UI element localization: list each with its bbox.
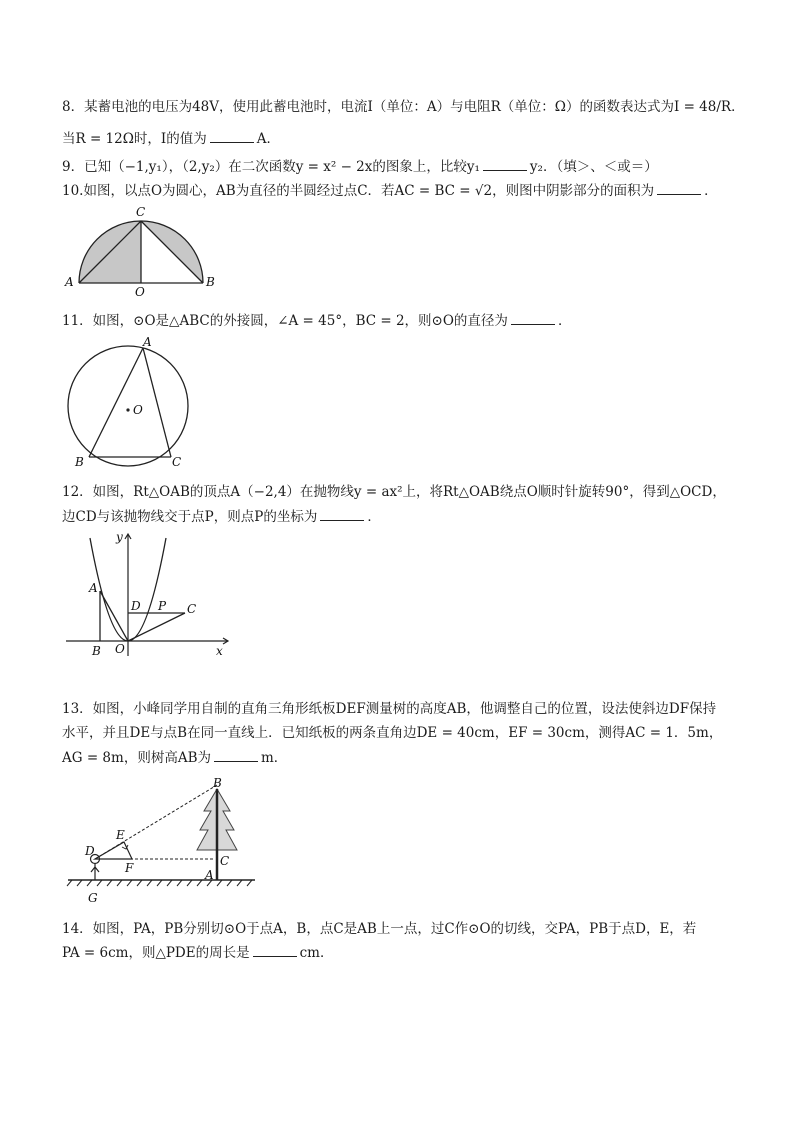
q12-label-C: C <box>187 602 197 616</box>
q9-line <box>62 158 658 176</box>
q11-circumcircle <box>68 346 188 466</box>
q11-line <box>62 312 571 330</box>
q13-label-C: C <box>220 854 230 868</box>
q12-label-A: A <box>89 581 98 595</box>
q13-label-F: F <box>125 861 134 875</box>
q10-label-A: A <box>65 275 74 289</box>
q12-parabola-figure <box>60 528 240 660</box>
q11-label-C: C <box>172 455 182 469</box>
q12-label-x: x <box>216 644 223 658</box>
q8-line2 <box>62 130 280 148</box>
q11-side-AC <box>143 348 171 457</box>
q11-label-B: B <box>75 455 84 469</box>
q12-segment-OA <box>100 591 128 641</box>
q13-line3 <box>62 749 287 767</box>
q14-line1: 14．如图，PA，PB分别切⊙O于点A，B，点C是AB上一点，过C作⊙O的切线，交PA，PB于点D，E，若 <box>62 921 697 937</box>
q10-text-end: ． <box>704 183 718 199</box>
q10-answer-blank <box>657 182 701 195</box>
q13-answer-blank <box>214 749 258 762</box>
q14-answer-blank <box>253 944 297 957</box>
q12-answer-blank <box>320 508 364 521</box>
q10-semicircle-figure <box>60 200 220 298</box>
q13-label-G: G <box>88 891 98 905</box>
q12-label-D: D <box>131 599 141 613</box>
q11-label-O: O <box>133 403 143 417</box>
q13-triangle-DEF <box>95 842 132 859</box>
q10-text: 10.如图，以点O为圆心，AB为直径的半圆经过点C．若AC = BC = √2，则图中阴影部分的面积为 <box>62 183 655 199</box>
q13-label-B: B <box>213 776 222 790</box>
q9-answer-blank <box>483 158 527 171</box>
q8-answer-blank <box>210 130 254 143</box>
q11-center-dot <box>126 408 129 411</box>
q12-label-B: B <box>92 644 101 658</box>
q12-segment-OC <box>128 613 185 641</box>
q11-answer-blank <box>511 312 555 325</box>
q12-line2-end: ． <box>367 509 381 525</box>
q13-line3-unit: m． <box>261 750 288 766</box>
q13-label-E: E <box>116 828 125 842</box>
q13-label-D: D <box>85 844 95 858</box>
q11-label-A: A <box>143 335 152 349</box>
q11-text-end: ． <box>557 313 572 329</box>
q13-line1: 13．如图，小峰同学用自制的直角三角形纸板DEF测量树的高度AB，他调整自己的位置，设法使斜边DF保持 <box>62 701 717 717</box>
q13-ground-hatching <box>67 880 252 886</box>
q13-label-A: A <box>205 868 214 882</box>
q11-circle-figure <box>62 334 197 474</box>
q12-line2 <box>62 508 381 526</box>
q8-line2-unit: A． <box>256 131 281 147</box>
q9-text: 9．已知（−1,y₁），（2,y₂）在二次函数y = x² − 2x的图象上，比较y₁ <box>62 159 480 175</box>
q8-line2-text: 当R = 12Ω时，I的值为 <box>62 131 207 147</box>
q11-text: 11．如图，⊙O是△ABC的外接圆，∠A = 45°，BC = 2，则⊙O的直径为 <box>62 313 508 329</box>
q14-line2 <box>62 944 333 962</box>
q12-label-y: y <box>116 530 123 544</box>
q12-line1: 12．如图，Rt△OAB的顶点A（−2,4）在抛物线y = ax²上，将Rt△OAB绕点O顺时针旋转90°，得到△OCD， <box>62 484 726 500</box>
q13-tree-measurement-figure <box>60 775 260 910</box>
q10-line <box>62 182 718 200</box>
q8-line1: 8．某蓄电池的电压为48V，使用此蓄电池时，电流I（单位：A）与电阻R（单位：Ω）的函数表达式为I = 48/R． <box>62 99 745 115</box>
q12-line2-text: 边CD与该抛物线交于点P，则点P的坐标为 <box>62 509 318 525</box>
q9-text-end: y₂．（填＞、＜或＝） <box>529 159 658 175</box>
q14-line2-text: PA = 6cm，则△PDE的周长是 <box>62 945 250 961</box>
q10-label-B: B <box>206 275 215 289</box>
q13-line3-text: AG = 8m，则树高AB为 <box>62 750 211 766</box>
q14-line2-unit: cm． <box>299 945 334 961</box>
q10-label-C: C <box>136 205 146 219</box>
q13-line2: 水平，并且DE与点B在同一直线上．已知纸板的两条直角边DE = 40cm，EF = 30cm，测得AC = 1．5m， <box>62 725 723 741</box>
q10-label-O: O <box>135 285 145 298</box>
q12-label-O: O <box>115 642 125 656</box>
q12-label-P: P <box>158 599 167 613</box>
